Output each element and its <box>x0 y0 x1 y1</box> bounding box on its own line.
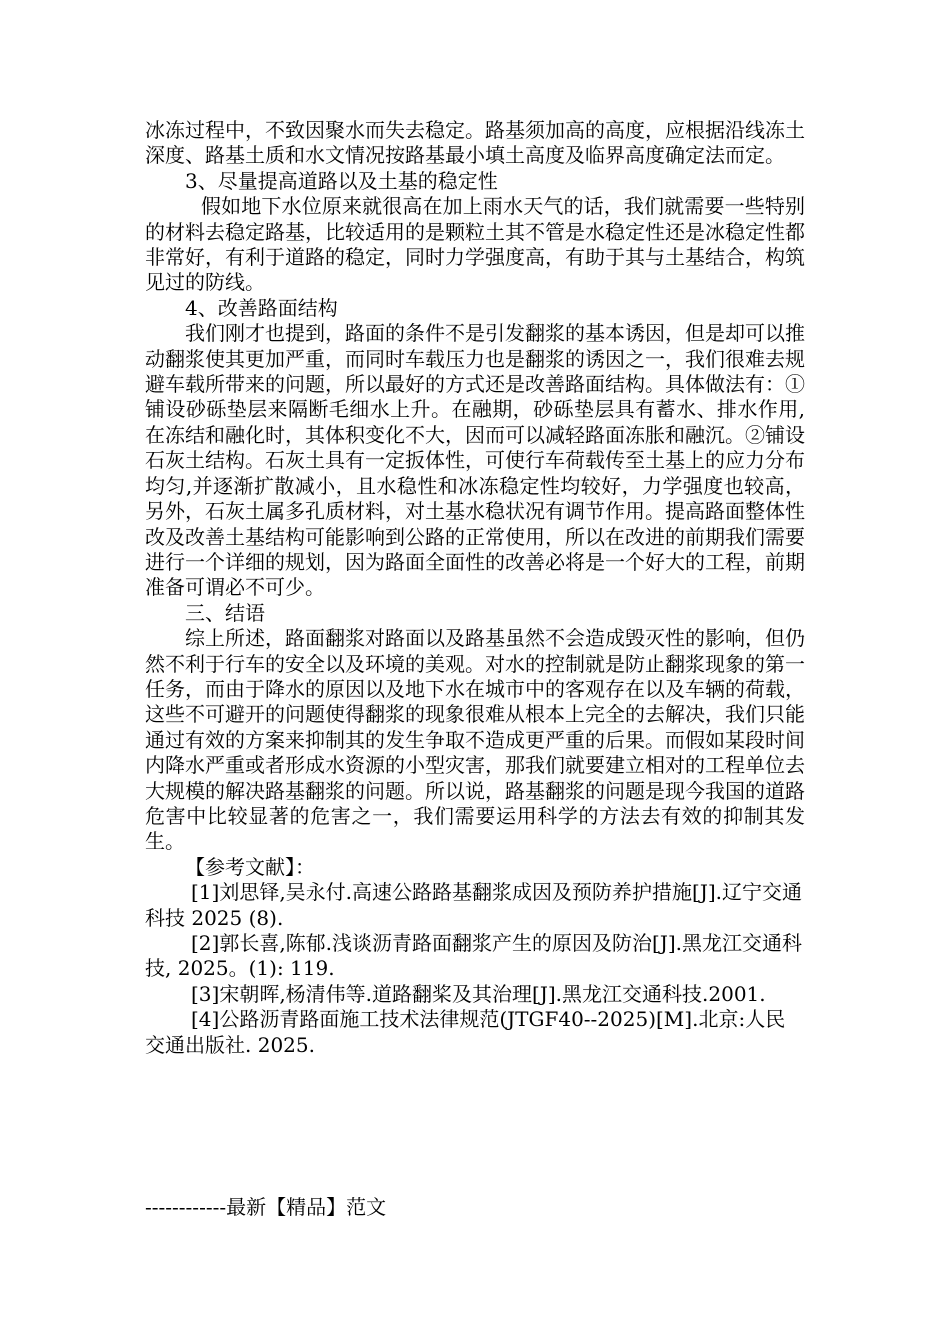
page-footer: ------------最新【精品】范文 <box>145 1195 387 1219</box>
paragraph-stability: 假如地下水位原来就很高在加上雨水天气的话，我们就需要一些特别的材料去稳定路基，比较适用的是颗粒土其不管是水稳定性还是冰稳定性都非常好，有利于道路的稳定，同时力学强度高，有助于其与土基结合，构筑见过的防线。 <box>145 194 805 295</box>
section-heading-4: 4、改善路面结构 <box>185 295 338 320</box>
document-body <box>145 118 805 1058</box>
reference-item: [1]刘思铎,吴永付.高速公路路基翻浆成因及预防养护措施[J].辽宁交通科技 2025 (8). <box>145 880 803 930</box>
reference-item: [4]公路沥青路面施工技术法律规范(JTGF40--2025)[M].北京:人民交通出版社. 2025. <box>145 1007 786 1057</box>
reference-item: [2]郭长喜,陈郁.浅谈沥青路面翻浆产生的原因及防治[J].黑龙江交通科技, 2025。(1): 119. <box>145 931 803 981</box>
section-heading-3: 3、尽量提高道路以及土基的稳定性 <box>185 168 498 193</box>
paragraph-pavement-structure: 我们刚才也提到，路面的条件不是引发翻浆的基本诱因，但是却可以推动翻浆使其更加严重，而同时车载压力也是翻浆的诱因之一，我们很难去规避车载所带来的问题，所以最好的方式还是改善路面结构。具体做法有：①铺设砂砾垫层来隔断毛细水上升。在融期，砂砾垫层具有蓄水、排水作用,在冻结和融化时，其体积变化不大，因而可以减轻路面冻胀和融沉。②铺设石灰土结构。石灰土具有一定扳体性，可使行车荷载传至土基上的应力分布均匀,并逐渐扩散减小，且水稳性和冰冻稳定性均较好，力学强度也较高，另外，石灰土属多孔质材料，对土基水稳状况有调节作用。提高路面整体性改及改善土基结构可能影响到公路的正常使用，所以在改进的前期我们需要进行一个详细的规划，因为路面全面性的改善必将是一个好大的工程，前期准备可谓必不可少。 <box>145 321 805 600</box>
conclusion-heading: 三、结语 <box>185 600 265 625</box>
paragraph-continuation: 冰冻过程中，不致因聚水而失去稳定。路基须加高的高度，应根据沿线冻土深度、路基土质和水文情况按路基最小填土高度及临界高度确定法而定。 <box>145 118 805 168</box>
reference-item: [3]宋朝晖,杨清伟等.道路翻桨及其治理[J].黑龙江交通科技.2001. <box>191 981 766 1006</box>
references-heading: 【参考文献】： <box>185 854 315 879</box>
paragraph-conclusion: 综上所述，路面翻浆对路面以及路基虽然不会造成毁灭性的影响，但仍然不利于行车的安全以及环境的美观。对水的控制就是防止翻浆现象的第一任务，而由于降水的原因以及地下水在城市中的客观存在以及车辆的荷载，这些不可避开的问题使得翻浆的现象很难从根本上完全的去解决，我们只能通过有效的方案来抑制其的发生争取不造成更严重的后果。而假如某段时间内降水严重或者形成水资源的小型灾害，那我们就要建立相对的工程单位去大规模的解决路基翻浆的问题。所以说，路基翻浆的问题是现今我国的道路危害中比较显著的危害之一，我们需要运用科学的方法去有效的抑制其发生。 <box>145 626 805 854</box>
